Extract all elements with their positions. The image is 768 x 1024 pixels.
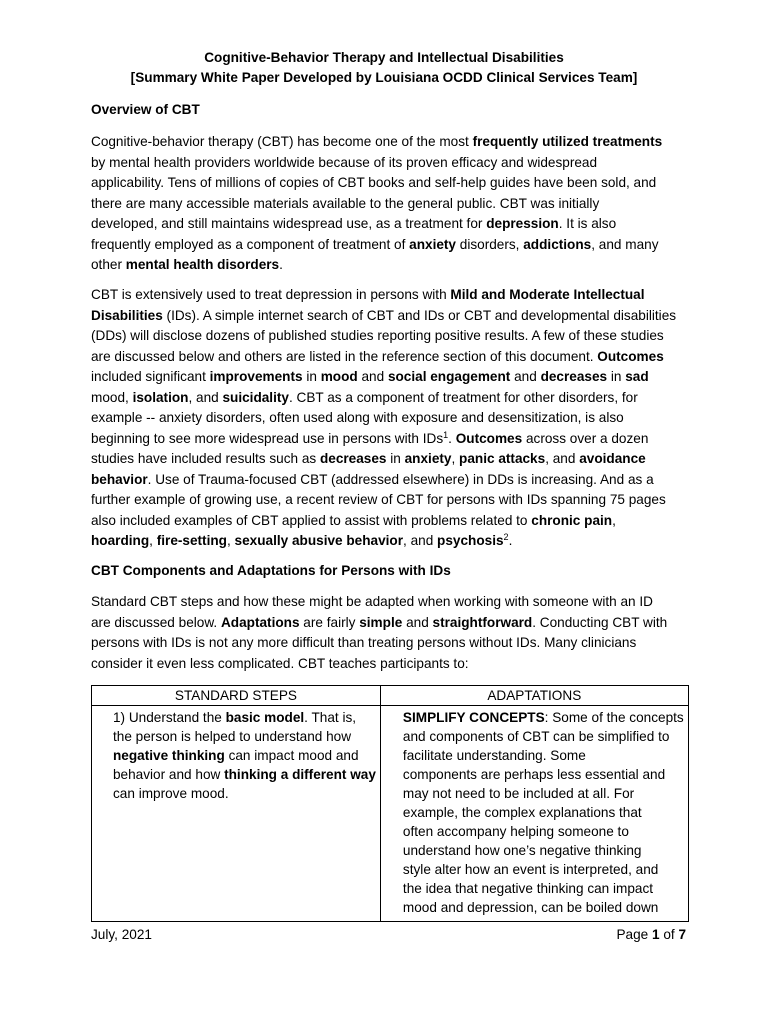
cbt-steps-table	[91, 685, 689, 922]
text-run: applicability. Tens of millions of copies of CBT books and self-help guides have been sold, and	[91, 175, 657, 190]
text-line	[91, 326, 687, 347]
text-run: are fairly	[299, 614, 360, 630]
text-run: often accompany helping someone to	[402, 824, 629, 839]
components-paragraph-1	[91, 592, 687, 674]
text-run: style alter how an event is interpreted, and	[402, 862, 659, 877]
text-run: the person is helped to understand how	[113, 729, 352, 744]
text-run: . That is,	[304, 710, 357, 725]
text-line	[91, 429, 687, 450]
table-header-row	[92, 686, 689, 706]
text-run: , and	[403, 533, 438, 548]
text-run: mood and depression, can be boiled down	[402, 900, 659, 915]
page-prefix: Page	[616, 927, 652, 942]
text-run: fire-setting	[156, 533, 227, 548]
page-current: 1	[651, 927, 660, 942]
text-run: persons with IDs is not any more difficult than treating persons without IDs. Many clinicians	[91, 635, 637, 650]
text-run: psychosis	[437, 533, 504, 548]
text-run: Outcomes	[455, 430, 523, 446]
text-run: isolation	[132, 389, 189, 405]
title-line-1: Cognitive-Behavior Therapy and Intellectual Disabilities	[204, 50, 564, 65]
text-run: also included examples of CBT applied to assist with problems related to	[91, 512, 532, 528]
text-run: example, the complex explanations that	[402, 805, 642, 820]
text-run: : Some of the concepts	[544, 710, 684, 725]
header-standard-steps: STANDARD STEPS	[92, 686, 381, 706]
footer-page-number	[616, 927, 686, 942]
text-run: further example of growing use, a recent review of CBT for persons with IDs spanning 75 pages	[91, 492, 666, 507]
text-run: frequently employed as a component of treatment of	[91, 236, 410, 252]
text-run: in	[302, 369, 321, 384]
text-line	[403, 879, 684, 898]
text-run: and	[357, 369, 388, 384]
text-run: and	[510, 369, 541, 384]
text-run: , and	[188, 389, 223, 405]
text-run: other	[91, 257, 126, 272]
text-run: social engagement	[387, 369, 511, 384]
text-run: suicidality	[222, 389, 289, 405]
text-run: hoarding	[91, 533, 150, 548]
text-run: can improve mood.	[113, 786, 229, 801]
text-run: Adaptations	[220, 614, 300, 630]
text-line	[91, 153, 687, 174]
text-run: example -- anxiety disorders, often used along with exposure and desensitization, is also	[91, 410, 624, 425]
text-run: there are many accessible materials available to the general public. CBT was initially	[91, 195, 600, 211]
text-run: Cognitive-behavior therapy (CBT) has become one of the most	[91, 134, 473, 149]
overview-paragraph-1	[91, 132, 687, 276]
text-run: . It is also	[558, 216, 617, 231]
text-line	[91, 255, 687, 276]
table-row	[92, 706, 689, 922]
text-run: mood	[320, 369, 358, 384]
text-line	[91, 388, 687, 409]
text-run: included significant	[91, 369, 210, 384]
overview-paragraph-2	[91, 285, 687, 552]
text-run: , and many	[591, 236, 659, 252]
text-line	[91, 132, 687, 153]
text-run: sexually abusive behavior	[234, 533, 404, 548]
text-run: anxiety	[409, 236, 456, 252]
text-line	[91, 490, 687, 511]
text-line	[403, 841, 684, 860]
text-line	[91, 173, 687, 194]
text-line	[91, 470, 687, 491]
text-line	[91, 654, 687, 675]
components-heading: CBT Components and Adaptations for Persons with IDs	[91, 563, 451, 578]
text-line	[403, 708, 684, 727]
footer-date: July, 2021	[91, 927, 152, 942]
title-line-2: [Summary White Paper Developed by Louisiana OCDD Clinical Services Team]	[130, 70, 638, 85]
text-line	[91, 214, 687, 235]
text-run: decreases	[540, 369, 608, 384]
text-line	[403, 784, 684, 803]
text-line	[113, 746, 376, 765]
text-line	[403, 898, 684, 917]
text-line	[113, 708, 376, 727]
text-line	[113, 784, 376, 803]
text-line	[403, 746, 684, 765]
text-run: .	[508, 533, 513, 548]
text-run: SIMPLIFY CONCEPTS	[402, 710, 545, 725]
text-run: ,	[451, 451, 460, 466]
text-run: are discussed below.	[91, 614, 221, 630]
text-run: mood,	[91, 389, 133, 405]
text-run: Outcomes	[597, 348, 664, 364]
text-run: ,	[612, 512, 616, 528]
text-run: depression	[486, 216, 559, 231]
text-run: decreases	[319, 451, 387, 466]
text-run: panic attacks	[459, 451, 546, 466]
text-line	[91, 531, 687, 552]
text-run: simple	[359, 614, 403, 630]
footnote-marker: 1	[443, 429, 449, 440]
text-line	[91, 408, 687, 429]
text-line	[113, 727, 376, 746]
text-run: .	[448, 430, 456, 446]
text-run: ,	[226, 533, 235, 548]
text-run: studies have included results such as	[91, 451, 320, 466]
text-run: frequently utilized treatments	[472, 134, 663, 149]
text-run: behavior and how	[113, 767, 225, 782]
text-run: consider it even less complicated. CBT teaches participants to:	[91, 655, 469, 671]
text-line	[403, 765, 684, 784]
text-line	[91, 306, 687, 327]
text-run: are discussed below and others are listed in the reference section of this document.	[91, 348, 598, 364]
text-run: . Conducting CBT with	[532, 614, 668, 630]
text-run: mental health disorders	[125, 257, 280, 272]
text-line	[91, 235, 687, 256]
text-run: by mental health providers worldwide because of its proven efficacy and widespread	[91, 154, 598, 170]
text-run: (DDs) will disclose dozens of published studies reporting positive results. A few of these studies	[91, 328, 664, 343]
text-run: improvements	[209, 369, 303, 384]
text-run: Mild and Moderate Intellectual	[450, 287, 645, 302]
text-run: sad	[625, 369, 649, 384]
text-run: basic model	[225, 710, 305, 725]
text-run: . CBT as a component of treatment for other disorders, for	[288, 389, 638, 405]
text-run: in	[607, 369, 626, 384]
text-run: and components of CBT can be simplified to	[402, 729, 670, 744]
text-run: . Use of Trauma-focused CBT (addressed elsewhere) in DDs is increasing. And as a	[147, 471, 654, 487]
text-line	[91, 592, 687, 613]
text-run: Disabilities	[91, 307, 163, 323]
text-line	[91, 347, 687, 368]
page-of: of	[659, 927, 679, 942]
text-run: (IDs). A simple internet search of CBT and IDs or CBT and developmental disabilities	[162, 307, 677, 323]
text-line	[91, 285, 687, 306]
text-run: and	[402, 614, 433, 630]
text-run: straightforward	[432, 614, 533, 630]
text-run: in	[386, 451, 405, 466]
text-run: the idea that negative thinking can impact	[402, 881, 654, 896]
text-line	[403, 822, 684, 841]
text-run: components are perhaps less essential and	[402, 767, 666, 782]
document-title	[0, 48, 768, 88]
text-run: CBT is extensively used to treat depression in persons with	[91, 287, 451, 302]
text-run: negative thinking	[113, 748, 225, 763]
text-run: behavior	[91, 471, 148, 487]
text-run: anxiety	[404, 451, 452, 466]
text-line	[91, 194, 687, 215]
text-run: disorders,	[456, 236, 524, 252]
standard-step-cell	[92, 706, 381, 922]
text-run: ,	[149, 533, 157, 548]
text-run: chronic pain	[531, 512, 613, 528]
text-run: can impact mood and	[224, 748, 359, 763]
text-line	[91, 449, 687, 470]
text-run: avoidance	[579, 451, 646, 466]
text-run: addictions	[523, 236, 592, 252]
text-run: facilitate understanding. Some	[402, 748, 586, 763]
adaptation-cell	[380, 706, 688, 922]
text-line	[91, 511, 687, 532]
text-line	[91, 613, 687, 634]
text-run: thinking a different way	[224, 767, 376, 782]
text-run: beginning to see more widespread use in persons with IDs	[91, 430, 444, 446]
text-run: 1) Understand the	[113, 710, 226, 725]
page-total: 7	[678, 927, 686, 942]
footnote-marker: 2	[503, 532, 509, 542]
text-line	[403, 727, 684, 746]
text-line	[91, 367, 687, 388]
header-adaptations: ADAPTATIONS	[380, 686, 688, 706]
text-run: , and	[545, 451, 580, 466]
text-run: across over a dozen	[522, 430, 649, 446]
text-line	[403, 860, 684, 879]
text-run: Standard CBT steps and how these might be adapted when working with someone with an ID	[91, 594, 653, 609]
overview-heading: Overview of CBT	[91, 102, 200, 117]
text-run: .	[279, 257, 283, 272]
text-run: developed, and still maintains widespread use, as a treatment for	[91, 216, 487, 231]
text-run: understand how one’s negative thinking	[402, 843, 642, 858]
text-line	[91, 633, 687, 654]
text-run: may not need to be included at all. For	[402, 786, 635, 801]
text-line	[113, 765, 376, 784]
text-line	[403, 803, 684, 822]
